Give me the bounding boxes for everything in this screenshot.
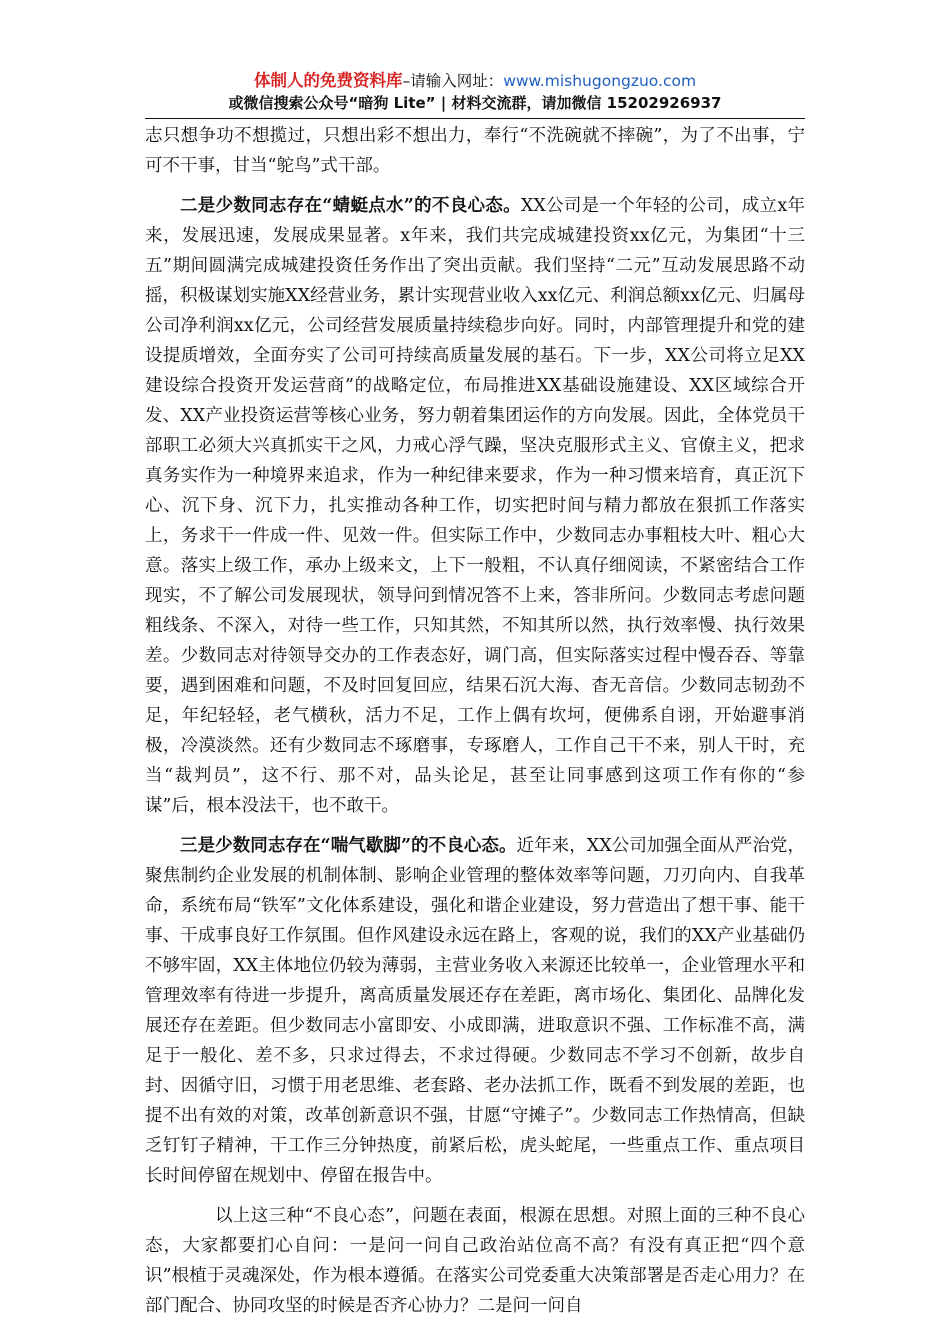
header-banner-line <box>145 70 805 92</box>
paragraph-point-three <box>145 831 805 1191</box>
website-link[interactable]: www.mishugongzuo.com <box>503 72 697 90</box>
paragraph-point-two <box>145 191 805 821</box>
paragraph-text: XX公司是一个年轻的公司，成立x年来，发展迅速，发展成果显著。x年来，我们共完成城建投资xx亿元，为集团“十三五”期间圆满完成城建投资任务作出了突出贡献。我们坚持“二元”互动发展思路不动摇，积极谋划实施XX经营业务，累计实现营业收入xx亿元、利润总额xx亿元、归属母公司净利润xx亿元，公司经营发展质量持续稳步向好。同时，内部管理提升和党的建设提质增效，全面夯实了公司可持续高质量发展的基石。下一步，XX公司将立足XX建设综合投资开发运营商”的战略定位，布局推进XX基础设施建设、XX区域综合开发、XX产业投资运营等核心业务，努力朝着集团运作的方向发展。因此，全体党员干部职工必须大兴真抓实干之风，力戒心浮气躁，坚决克服形式主义、官僚主义，把求真务实作为一种境界来追求，作为一种纪律来要求，作为一种习惯来培育，真正沉下心、沉下身、沉下力，扎实推动各种工作，切实把时间与精力都放在狠抓工作落实上，务求干一件成一件、见效一件。但实际工作中，少数同志办事粗枝大叶、粗心大意。落实上级工作，承办上级来文，上下一般粗，不认真仔细阅读，不紧密结合工作现实，不了解公司发展现状，领导问到情况答不上来，答非所问。少数同志考虑问题粗线条、不深入，对待一些工作，只知其然，不知其所以然，执行效率慢、执行效果差。少数同志对待领导交办的工作表态好，调门高，但实际落实过程中慢吞吞、等靠要，遇到困难和问题，不及时回复回应，结果石沉大海、杳无音信。少数同志韧劲不足，年纪轻轻，老气横秋，活力不足，工作上偶有坎坷，便佛系自诩，开始避事消极，冷漠淡然。还有少数同志不琢磨事，专琢磨人，工作自己干不来，别人干时，充当“裁判员”，这不行、那不对，品头论足，甚至让同事感到这项工作有你的“参谋”后，根本没法干，也不敢干。 <box>145 196 805 816</box>
header-contact-line: 或微信搜索公众号“暗狗 Lite” | 材料交流群，请加微信 15202926937 <box>228 94 722 112</box>
paragraph-text: 志只想争功不想揽过，只想出彩不想出力，奉行“不洗碗就不摔碗”，为了不出事，宁可不干事，甘当“鸵鸟”式干部。 <box>145 126 805 176</box>
url-prompt: –请输入网址： <box>402 72 504 90</box>
brand-title: 体制人的免费资料库 <box>253 71 403 90</box>
paragraph-heading: 三是少数同志存在“喘气歇脚”的不良心态。 <box>180 836 517 856</box>
paragraph-continuation <box>145 121 805 181</box>
paragraph-text: 近年来，XX公司加强全面从严治党，聚焦制约企业发展的机制体制、影响企业管理的整体效率等问题，刀刃向内、自我革命，系统布局“铁军”文化体系建设，强化和谐企业建设，努力营造出了想干事、能干事、干成事良好工作氛围。但作风建设永远在路上，客观的说，我们的XX产业基础仍不够牢固，XX主体地位仍较为薄弱，主营业务收入来源还比较单一，企业管理水平和管理效率有待进一步提升，离高质量发展还存在差距，离市场化、集团化、品牌化发展还存在差距。但少数同志小富即安、小成即满，进取意识不强、工作标准不高，满足于一般化、差不多，只求过得去，不求过得硬。少数同志不学习不创新，故步自封、因循守旧，习惯于用老思维、老套路、老办法抓工作，既看不到发展的差距，也提不出有效的对策，改革创新意识不强，甘愿“守摊子”。少数同志工作热情高，但缺乏钉钉子精神，干工作三分钟热度，前紧后松，虎头蛇尾，一些重点工作、重点项目长时间停留在规划中、停留在报告中。 <box>145 836 805 1186</box>
paragraph-text: 以上这三种“不良心态”，问题在表面，根源在思想。对照上面的三种不良心态，大家都要扪心自问：一是问一问自己政治站位高不高？有没有真正把“四个意识”根植于灵魂深处，作为根本遵循。在落实公司党委重大决策部署是否走心用力？在部门配合、协同攻坚的时候是否齐心协力？二是问一问自 <box>145 1206 805 1316</box>
document-header <box>145 70 805 114</box>
paragraph-summary <box>145 1201 805 1321</box>
paragraph-heading: 二是少数同志存在“蜻蜓点水”的不良心态。 <box>180 196 521 216</box>
header-divider <box>145 118 805 119</box>
document-body <box>145 121 805 1321</box>
